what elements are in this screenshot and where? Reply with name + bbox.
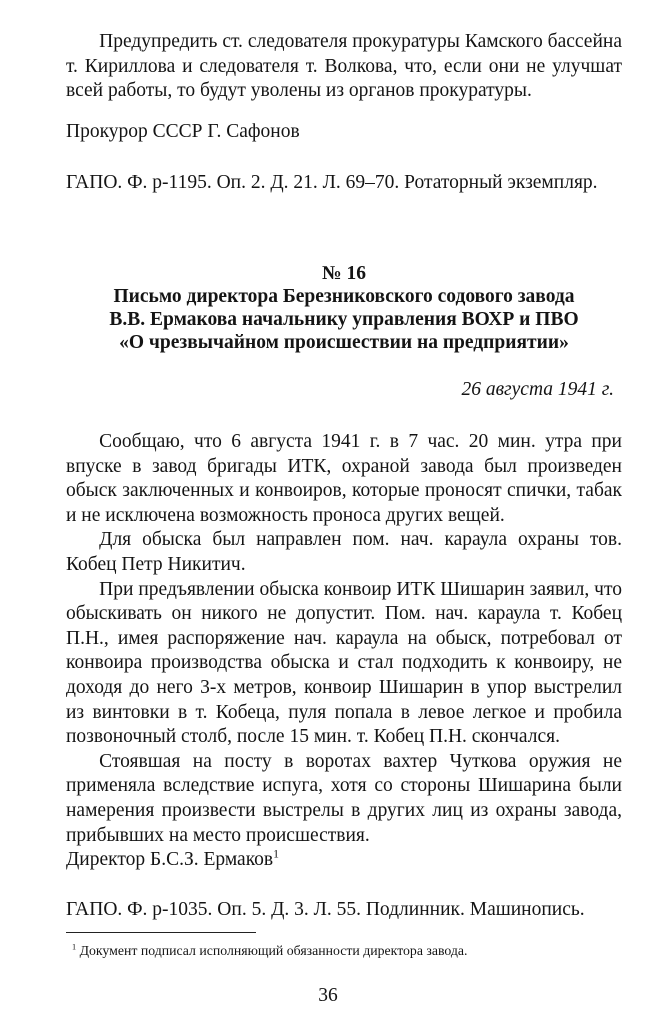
document-number: № 16 (322, 263, 366, 284)
document-body (66, 430, 622, 848)
body-paragraph-1: Сообщаю, что 6 августа 1941 г. в 7 час. 20 мин. утра при впуске в завод бригады ИТК, охраной завода был произведен обыск заключенных и конвоиров, которые проносят спички, табак и не исключена возможность проноса других вещей. (66, 431, 622, 526)
page-number: 36 (318, 985, 338, 1006)
document-heading (66, 262, 622, 354)
footnote-reference: 1 (273, 847, 279, 861)
body-paragraph-4: Стоявшая на посту в воротах вахтер Чуткова оружия не применяла вследствие испуга, хотя со стороны Шишарина были намерения произвести выстрелы в других лиц из охраны завода, прибывших на место происшествия. (66, 750, 622, 846)
footnote-mark: 1 (72, 942, 77, 952)
signature-text: Директор Б.С.З. Ермаков (66, 849, 274, 870)
body-paragraph-3: При предъявлении обыска конвоир ИТК Шишарин заявил, что обыскивать он никого не допустит. Пом. нач. караула т. Кобец П.Н., имея распоряжение нач. караула на обыск, потребовал от конвоира производства обыска и стал подходить к конвоиру, не доходя до него 3-х метров, конвоир Шишарин в упор выстрелил из винтовки в т. Кобеца, пуля попала в левое легкое и пробила позвоночный столб, после 15 мин. т. Кобец П.Н. скончался. (66, 578, 622, 748)
document-title-line-3: «О чрезвычайном происшествии на предприятии» (119, 332, 569, 353)
previous-document-signature: Прокурор СССР Г. Сафонов (66, 121, 300, 142)
document-title-line-1: Письмо директора Березниковского содового завода (113, 286, 575, 307)
footnote-divider (66, 932, 256, 933)
previous-document-paragraph (66, 30, 622, 104)
footnote (72, 942, 468, 960)
previous-document-source: ГАПО. Ф. р-1195. Оп. 2. Д. 21. Л. 69–70. Ротаторный экземпляр. (66, 172, 598, 193)
document-source: ГАПО. Ф. р-1035. Оп. 5. Д. 3. Л. 55. Подлинник. Машинопись. (66, 899, 585, 920)
body-paragraph-2: Для обыска был направлен пом. нач. караула охраны тов. Кобец Петр Никитич. (66, 529, 622, 575)
previous-document-text: Предупредить ст. следователя прокуратуры Камского бассейна т. Кириллова и следователя т. Волкова, что, если они не улучшат всей работы, то будут уволены из органов прокуратуры. (66, 31, 622, 102)
document-title-line-2: В.В. Ермакова начальнику управления ВОХР и ПВО (109, 309, 579, 330)
footnote-text: Документ подписал исполняющий обязанности директора завода. (79, 943, 468, 958)
document-signature (66, 848, 279, 872)
document-date: 26 августа 1941 г. (461, 379, 614, 400)
